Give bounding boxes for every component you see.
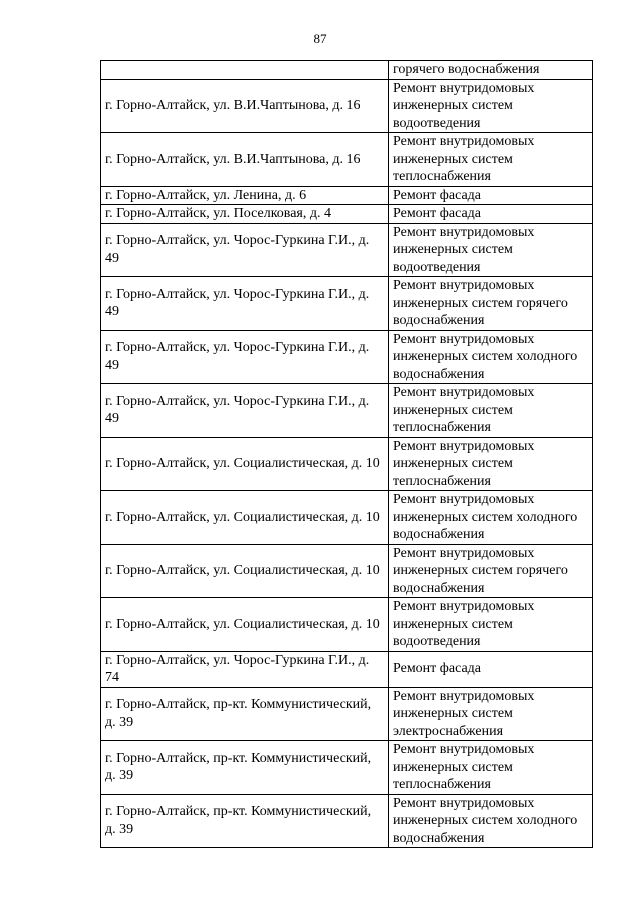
address-cell: г. Горно-Алтайск, пр-кт. Коммунистический, д. 39 (101, 794, 389, 848)
address-cell: г. Горно-Алтайск, ул. Чорос-Гуркина Г.И., д. 49 (101, 330, 389, 384)
table-row (101, 598, 593, 652)
address-cell: г. Горно-Алтайск, пр-кт. Коммунистический, д. 39 (101, 741, 389, 795)
address-cell: г. Горно-Алтайск, ул. Поселковая, д. 4 (101, 205, 389, 224)
work-type-cell: Ремонт внутридомовых инженерных систем холодного водоснабжения (389, 491, 593, 545)
work-type-cell: Ремонт внутридомовых инженерных систем горячего водоснабжения (389, 544, 593, 598)
table-row (101, 79, 593, 133)
table-row (101, 384, 593, 438)
work-type-cell: Ремонт внутридомовых инженерных систем водоотведения (389, 79, 593, 133)
table-row (101, 205, 593, 224)
table-row (101, 687, 593, 741)
address-cell: г. Горно-Алтайск, ул. Чорос-Гуркина Г.И., д. 49 (101, 223, 389, 277)
work-type-cell: Ремонт фасада (389, 651, 593, 687)
work-type-cell: Ремонт внутридомовых инженерных систем холодного водоснабжения (389, 794, 593, 848)
table-row (101, 223, 593, 277)
address-cell: г. Горно-Алтайск, ул. Ленина, д. 6 (101, 186, 389, 205)
address-cell: г. Горно-Алтайск, пр-кт. Коммунистический, д. 39 (101, 687, 389, 741)
work-type-cell: Ремонт внутридомовых инженерных систем горячего водоснабжения (389, 277, 593, 331)
work-type-cell: горячего водоснабжения (389, 61, 593, 80)
address-cell: г. Горно-Алтайск, ул. Социалистическая, д. 10 (101, 437, 389, 491)
table-row (101, 544, 593, 598)
table-row (101, 330, 593, 384)
repair-works-table (100, 60, 593, 848)
address-cell: г. Горно-Алтайск, ул. Чорос-Гуркина Г.И., д. 74 (101, 651, 389, 687)
work-type-cell: Ремонт внутридомовых инженерных систем теплоснабжения (389, 437, 593, 491)
table-row (101, 491, 593, 545)
address-cell: г. Горно-Алтайск, ул. Социалистическая, д. 10 (101, 598, 389, 652)
page-number: 87 (313, 31, 327, 46)
address-cell: г. Горно-Алтайск, ул. Социалистическая, д. 10 (101, 544, 389, 598)
work-type-cell: Ремонт фасада (389, 186, 593, 205)
address-cell: г. Горно-Алтайск, ул. Чорос-Гуркина Г.И., д. 49 (101, 277, 389, 331)
work-type-cell: Ремонт внутридомовых инженерных систем теплоснабжения (389, 741, 593, 795)
address-cell: г. Горно-Алтайск, ул. В.И.Чаптынова, д. 16 (101, 133, 389, 187)
work-type-cell: Ремонт внутридомовых инженерных систем холодного водоснабжения (389, 330, 593, 384)
table-row (101, 794, 593, 848)
table-row (101, 651, 593, 687)
table-row (101, 61, 593, 80)
work-type-cell: Ремонт внутридомовых инженерных систем водоотведения (389, 598, 593, 652)
work-type-cell: Ремонт фасада (389, 205, 593, 224)
table-row (101, 133, 593, 187)
address-cell: г. Горно-Алтайск, ул. В.И.Чаптынова, д. 16 (101, 79, 389, 133)
work-type-cell: Ремонт внутридомовых инженерных систем теплоснабжения (389, 133, 593, 187)
address-cell: г. Горно-Алтайск, ул. Чорос-Гуркина Г.И., д. 49 (101, 384, 389, 438)
table-row (101, 277, 593, 331)
table-row (101, 741, 593, 795)
work-type-cell: Ремонт внутридомовых инженерных систем электроснабжения (389, 687, 593, 741)
address-cell: г. Горно-Алтайск, ул. Социалистическая, д. 10 (101, 491, 389, 545)
address-cell (101, 61, 389, 80)
work-type-cell: Ремонт внутридомовых инженерных систем теплоснабжения (389, 384, 593, 438)
table-row (101, 186, 593, 205)
table-row (101, 437, 593, 491)
work-type-cell: Ремонт внутридомовых инженерных систем водоотведения (389, 223, 593, 277)
